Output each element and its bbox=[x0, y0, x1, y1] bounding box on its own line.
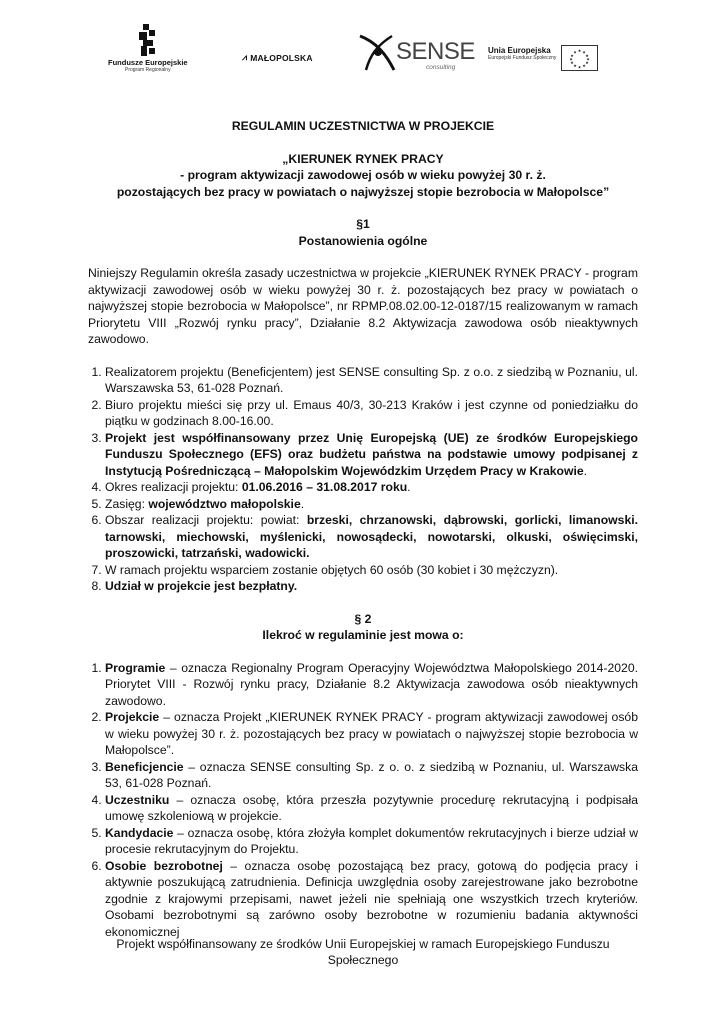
svg-text:★: ★ bbox=[582, 49, 586, 55]
sense-name: SENSE bbox=[396, 38, 475, 65]
section-1-item bbox=[105, 397, 638, 430]
section-2-item-plain: – oznacza osobę, która przeszła pozytywnie procedurę rekrutacyjną i podpisała umowę szkoleniową w projekcie. bbox=[105, 792, 638, 823]
section-1-item bbox=[105, 479, 638, 496]
section-2-list bbox=[88, 660, 638, 941]
section-2-item bbox=[105, 759, 638, 792]
section-2-heading: Ilekroć w regulaminie jest mowa o: bbox=[262, 628, 464, 642]
section-1-item-plain: . bbox=[407, 480, 411, 494]
fundusze-europejskie-logo bbox=[108, 24, 188, 73]
ue-subtitle: Europejski Fundusz Społeczny bbox=[488, 55, 557, 61]
section-2-item-plain: – oznacza Projekt „KIERUNEK RYNEK PRACY - program aktywizacji zawodowej osób w wieku powyżej 30 r. ż. pozostających bez pracy w powiatach o najwyższej stopie bezrobocia w Małopolsce”. bbox=[105, 710, 638, 757]
section-1-intro: Niniejszy Regulamin określa zasady uczestnictwa w projekcie „KIERUNEK RYNEK PRACY - program aktywizacji zawodowej osób w wieku powyżej 30 r. ż. pozostających bez pracy w powiatach o najwyższej stopie bezrobocia w Małopolsce”, nr RPMP.08.02.00-12-0187/15 realizowanym w ramach Priorytetu VIII „Rozwój rynku pracy”, Działanie 8.2 Aktywizacja zawodowa osób nieaktywnych zawodowo. bbox=[88, 266, 638, 346]
section-1-item-plain: . bbox=[300, 496, 305, 511]
section-2-item bbox=[105, 825, 638, 858]
sense-swirl-icon bbox=[356, 32, 396, 72]
section-1-item bbox=[105, 512, 638, 562]
project-title-line-1: „KIERUNEK RYNEK PRACY bbox=[282, 151, 444, 166]
header-logos bbox=[0, 22, 725, 82]
section-2-item-bold: Osobie bezrobotnej bbox=[105, 858, 223, 873]
fe-subtitle: Program Regionalny bbox=[125, 67, 171, 73]
section-2-number: § 2 bbox=[354, 611, 372, 626]
section-2-item-plain: – oznacza Regionalny Program Operacyjny Województwa Małopolskiego 2014-2020. Priorytet VIII - Rozwój rynku pracy, Działanie 8.2 Aktywizacja zawodowa osób nieaktywnych zawodowo. bbox=[105, 660, 638, 708]
section-2-item bbox=[105, 660, 638, 710]
malopolska-icon: ⩘ bbox=[242, 52, 248, 62]
section-1-item-bold: brzeski, chrzanowski, dąbrowski, gorlicki, limanowski. tarnowski, miechowski, myślenicki, nowosądecki, nowotarski, olkuski, oświęcimski, proszowicki, tatrzański, wadowicki. bbox=[105, 513, 638, 560]
eu-flag-icon bbox=[561, 45, 598, 71]
section-1-item-plain: . bbox=[583, 463, 588, 478]
section-1-list bbox=[88, 364, 638, 595]
section-2-item-plain: – oznacza osobę, która złożyła komplet dokumentów rekrutacyjnych i bierze udział w procesie rekrutacyjnym do Projektu. bbox=[105, 825, 638, 856]
section-1-item-bold: Udział w projekcie jest bezpłatny. bbox=[105, 579, 298, 593]
section-2-item-bold: Kandydacie bbox=[105, 825, 174, 840]
regulation-document bbox=[88, 118, 638, 940]
svg-text:★: ★ bbox=[569, 56, 573, 62]
svg-text:★: ★ bbox=[570, 60, 574, 65]
section-1-item bbox=[105, 562, 638, 579]
section-1-heading: Postanowienia ogólne bbox=[298, 233, 428, 248]
section-1-item-pre: Okres realizacji projektu: bbox=[105, 480, 242, 494]
section-1-item-plain: W ramach projektu wsparciem zostanie objętych 60 osób (30 kobiet i 30 mężczyzn). bbox=[105, 562, 559, 577]
svg-text:★: ★ bbox=[582, 63, 586, 68]
section-2-item-bold: Beneficjencie bbox=[105, 759, 184, 774]
section-2-item bbox=[105, 709, 638, 759]
section-1-item-pre: Zasięg: bbox=[105, 496, 149, 511]
svg-text:★: ★ bbox=[573, 49, 577, 55]
section-1-item bbox=[105, 364, 638, 397]
section-1-item-plain: Biuro projektu mieści się przy ul. Emaus 40/3, 30-213 Kraków i jest czynne od poniedziałku do piątku w godzinach 8.00-16.00. bbox=[105, 397, 638, 428]
section-1-item-bold: Projekt jest współfinansowany przez Unię Europejską (UE) ze środków Europejskiego Funduszu Społecznego (EFS) oraz budżetu państwa na podstawie umowy podpisanej z Instytucją Pośredniczącą – Małopolskim Wojewódzkim Urzędem Pracy w Krakowie bbox=[105, 430, 638, 478]
section-1-item-bold: województwo małopolskie bbox=[148, 496, 301, 511]
svg-text:★: ★ bbox=[586, 56, 590, 62]
section-2-item-bold: Projekcie bbox=[105, 710, 160, 724]
section-1-item-pre: Obszar realizacji projektu: powiat: bbox=[105, 513, 307, 527]
section-2-item bbox=[105, 858, 638, 941]
section-2-item-bold: Uczestniku bbox=[105, 792, 170, 807]
section-2-item-bold: Programie bbox=[105, 660, 166, 675]
svg-text:★: ★ bbox=[585, 53, 589, 58]
malopolska-logo bbox=[242, 52, 313, 63]
svg-text:★: ★ bbox=[570, 53, 574, 58]
section-1-item bbox=[105, 578, 638, 595]
section-2-item bbox=[105, 792, 638, 825]
section-2-item-plain: – oznacza SENSE consulting Sp. z o. o. z siedzibą w Poznaniu, ul. Warszawska 53, 61-028 Poznań. bbox=[105, 759, 638, 790]
svg-text:★: ★ bbox=[577, 64, 582, 70]
section-2-item-plain: – oznacza osobę pozostającą bez pracy, gotową do podjęcia pracy i aktywnie poszukującą zatrudnienia. Definicja uwzględnia osoby zarejestrowane jako bezrobotne zgodnie z krajowymi przepisami, nawet jeżeli nie spełniają one wszystkich trzech kryteriów. Osobami bezrobotnymi są zarówno osoby bezrobotne w rozumieniu badania aktywności ekonomicznej bbox=[105, 858, 638, 939]
malopolska-text: MAŁOPOLSKA bbox=[250, 52, 313, 63]
section-1-item-plain: Realizatorem projektu (Beneficjentem) jest SENSE consulting Sp. z o.o. z siedzibą w Poznaniu, ul. Warszawska 53, 61-028 Poznań. bbox=[105, 364, 638, 395]
svg-text:★: ★ bbox=[577, 48, 582, 53]
section-1-item bbox=[105, 430, 638, 480]
ue-title: Unia Europejska bbox=[488, 46, 551, 55]
svg-text:★: ★ bbox=[573, 63, 577, 68]
svg-text:★: ★ bbox=[585, 60, 589, 65]
sense-consulting-logo bbox=[356, 32, 475, 72]
page-footer: Projekt współfinansowany ze środków Unii Europejskiej w ramach Europejskiego Funduszu Społecznego bbox=[116, 937, 610, 967]
project-title-line-3: pozostających bez pracy w powiatach o najwyższej stopie bezrobocia w Małopolsce” bbox=[116, 184, 610, 199]
section-1-item bbox=[105, 496, 638, 513]
fundusze-europejskie-icon bbox=[137, 24, 159, 56]
project-title-line-2: - program aktywizacji zawodowej osób w wieku powyżej 30 r. ż. bbox=[180, 168, 546, 182]
unia-europejska-logo bbox=[488, 46, 556, 61]
fe-title: Fundusze Europejskie bbox=[108, 58, 188, 67]
section-1-item-bold: 01.06.2016 – 31.08.2017 roku bbox=[241, 480, 408, 494]
section-1-number: §1 bbox=[356, 217, 370, 231]
sense-subtitle: consulting bbox=[426, 64, 456, 71]
document-title: REGULAMIN UCZESTNICTWA W PROJEKCIE bbox=[231, 119, 495, 133]
